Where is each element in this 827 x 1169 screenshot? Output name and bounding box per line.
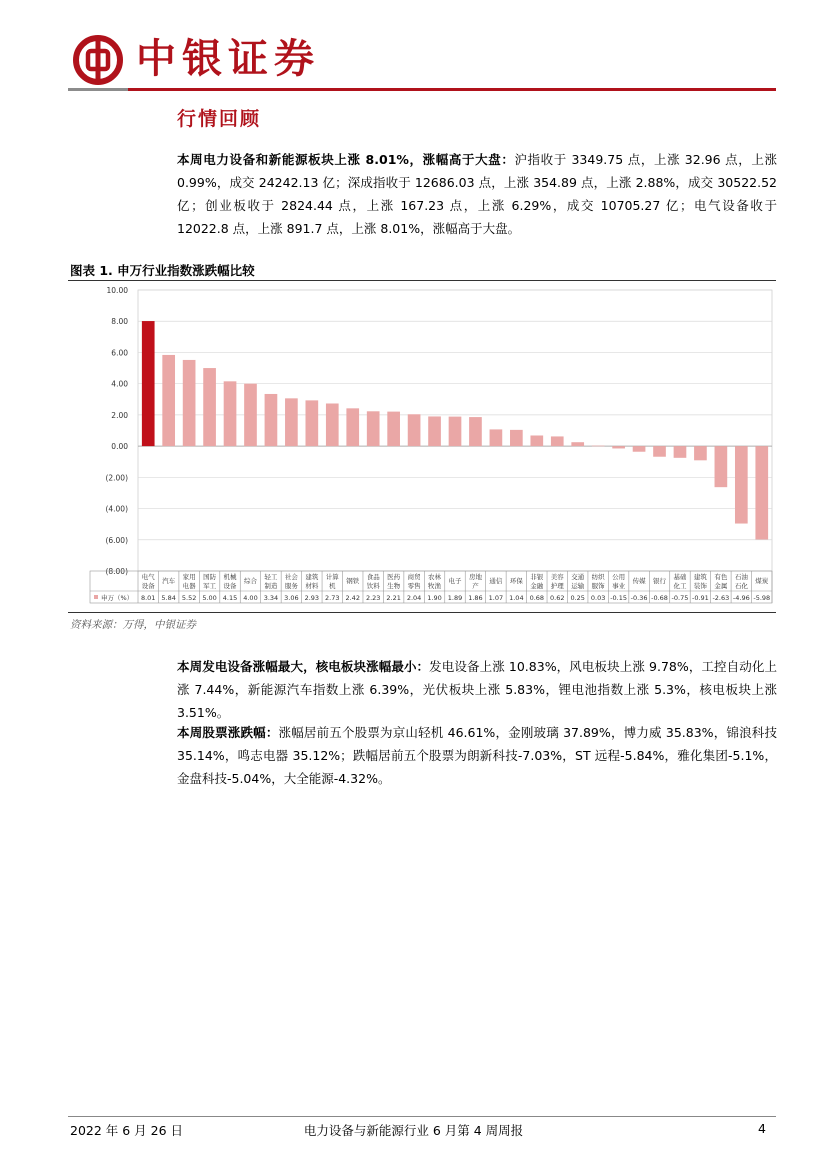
- y-tick-label: (4.00): [105, 504, 128, 514]
- brand-name: 中银证券: [136, 36, 320, 82]
- bar-纺织服饰: [592, 446, 605, 447]
- x-tick-label: 传媒: [632, 577, 646, 585]
- legend-swatch: [94, 595, 98, 599]
- y-tick-label: 0.00: [111, 442, 128, 452]
- bar-石油石化: [735, 446, 748, 523]
- value-label: 2.42: [345, 594, 360, 602]
- footer-page-number: 4: [758, 1121, 766, 1136]
- x-tick-label: 通信: [489, 577, 503, 585]
- bar-商贸零售: [408, 414, 421, 446]
- x-tick-label: 公用事业: [612, 573, 626, 590]
- value-label: 8.01: [140, 594, 156, 602]
- value-label: -0.36: [630, 594, 648, 602]
- figure-title: 图表 1. 申万行业指数涨跌幅比较: [70, 263, 255, 278]
- value-label: -2.63: [712, 594, 730, 602]
- bar-食品饮料: [367, 411, 380, 446]
- value-label: 5.84: [161, 594, 176, 602]
- value-label: -4.96: [732, 594, 750, 602]
- x-tick-label: 石油石化: [734, 573, 748, 590]
- x-tick-label: 机械设备: [223, 573, 237, 590]
- y-tick-label: 10.00: [106, 286, 128, 295]
- x-tick-label: 非银金融: [530, 573, 544, 590]
- x-tick-label: 房地产: [468, 573, 482, 590]
- bar-社会服务: [285, 398, 298, 446]
- x-tick-label: 纺织服饰: [591, 573, 605, 590]
- value-label: -0.15: [610, 594, 628, 602]
- value-label: 5.52: [181, 594, 197, 602]
- x-tick-label: 有色金属: [714, 573, 728, 590]
- x-tick-label: 计算机: [325, 573, 339, 590]
- value-label: 2.04: [406, 594, 422, 602]
- x-tick-label: 环保: [509, 577, 523, 585]
- bar-交通运输: [571, 442, 584, 446]
- value-label: 2.73: [325, 594, 340, 602]
- x-tick-label: 电气设备: [141, 573, 155, 590]
- bar-非银金融: [530, 435, 543, 446]
- x-tick-label: 农林牧渔: [428, 573, 442, 590]
- bar-农林牧渔: [428, 416, 441, 446]
- x-tick-label: 轻工制造: [264, 573, 278, 590]
- x-tick-label: 交通运输: [571, 573, 585, 590]
- paragraph-body: 涨幅居前五个股票为京山轻机 46.61%，金刚玻璃 37.89%，博力威 35.83%，锦浪科技 35.14%，鸣志电器 35.12%；跌幅居前五个股票为朗新科技-7.03%，ST 远程-5.84%，雅化集团-5.1%，金盘科技-5.04%，大全能源-4.32%。: [177, 725, 777, 786]
- x-tick-label: 电子: [448, 577, 462, 585]
- x-tick-label: 家用电器: [182, 573, 196, 590]
- x-tick-label: 国防军工: [203, 573, 217, 590]
- value-label: 2.93: [304, 594, 320, 602]
- figure-bottom-rule: [68, 612, 776, 613]
- y-tick-label: 6.00: [111, 348, 128, 358]
- bank-of-china-logo-icon: [72, 34, 124, 86]
- value-label: 1.90: [427, 594, 442, 602]
- bar-环保: [510, 430, 523, 446]
- y-tick-label: (8.00): [105, 567, 128, 576]
- value-label: 0.25: [570, 594, 585, 602]
- value-label: 1.07: [488, 594, 504, 602]
- footer-rule: [68, 1116, 776, 1117]
- paragraph-market-review: [177, 148, 777, 240]
- paragraph-lead: 本周电力设备和新能源板块上涨 8.01%，涨幅高于大盘：: [177, 152, 515, 167]
- bar-家用电器: [183, 360, 196, 446]
- x-tick-label: 基础化工: [673, 573, 687, 590]
- bar-国防军工: [203, 368, 216, 446]
- value-label: 4.00: [243, 594, 258, 602]
- header-rule-red: [128, 88, 776, 91]
- paragraph-body: 发电设备上涨 10.83%，风电板块上涨 9.78%，工控自动化上涨 7.44%，新能源汽车指数上涨 6.39%，光伏板块上涨 5.83%，锂电池指数上涨 5.3%，核电板块上涨 3.51%。: [177, 659, 777, 720]
- bar-房地产: [469, 417, 482, 446]
- section-title: 行情回顾: [177, 108, 262, 130]
- bar-建筑装饰: [694, 446, 707, 460]
- paragraph-lead: 本周股票涨跌幅：: [177, 725, 279, 740]
- legend-label: 申万（%）: [101, 594, 134, 602]
- x-tick-label: 建筑装饰: [693, 573, 707, 590]
- footer-report-name: 电力设备与新能源行业 6 月第 4 周周报: [303, 1123, 524, 1138]
- x-tick-label: 汽车: [162, 577, 176, 585]
- x-tick-label: 钢铁: [346, 577, 360, 585]
- bar-基础化工: [674, 446, 687, 458]
- industry-return-bar-chart: [70, 281, 776, 611]
- value-label: 2.23: [365, 594, 381, 602]
- bar-钢铁: [346, 408, 359, 446]
- value-label: 3.34: [263, 594, 279, 602]
- bar-银行: [653, 446, 666, 457]
- value-label: 0.68: [529, 594, 545, 602]
- bar-计算机: [326, 403, 339, 446]
- value-label: 4.15: [222, 594, 238, 602]
- bar-电子: [449, 417, 462, 447]
- value-label: 1.86: [468, 594, 483, 602]
- x-tick-label: 食品饮料: [366, 573, 380, 590]
- value-label: -5.98: [753, 594, 771, 602]
- value-label: 5.00: [202, 594, 217, 602]
- bar-医药生物: [387, 412, 400, 447]
- bar-通信: [490, 429, 503, 446]
- bar-美容护理: [551, 436, 564, 446]
- bar-公用事业: [612, 446, 625, 448]
- bar-轻工制造: [265, 394, 278, 446]
- paragraph-stock-performance: [177, 721, 777, 790]
- value-label: 1.89: [447, 594, 463, 602]
- paragraph-body: 沪指收于 3349.75 点，上涨 32.96 点，上涨 0.99%，成交 24242.13 亿；深成指收于 12686.03 点，上涨 354.89 点，上涨 2.88%，成交 30522.52 亿；创业板收于 2824.44 点，上涨 167.23 点，上涨 6.29%，成交 10705.27 亿；电气设备收于 12022.8 点，上涨 891.7 点，上涨 8.01%，涨幅高于大盘。: [177, 152, 778, 236]
- value-label: 3.06: [284, 594, 299, 602]
- x-tick-label: 煤炭: [755, 577, 769, 585]
- bar-有色金属: [715, 446, 728, 487]
- x-tick-label: 建筑材料: [305, 573, 319, 590]
- value-label: -0.68: [651, 594, 668, 602]
- y-tick-label: (6.00): [105, 535, 128, 545]
- bar-传媒: [633, 446, 646, 452]
- paragraph-sector-performance: [177, 655, 777, 724]
- bar-综合: [244, 384, 257, 446]
- value-label: 0.62: [550, 594, 565, 602]
- x-tick-label: 社会服务: [284, 573, 298, 590]
- value-label: 2.21: [386, 594, 401, 602]
- y-tick-label: 2.00: [111, 410, 128, 420]
- value-label: -0.91: [692, 594, 709, 602]
- x-tick-label: 银行: [653, 577, 667, 585]
- x-tick-label: 综合: [243, 577, 257, 585]
- x-tick-label: 商贸零售: [407, 573, 421, 590]
- footer-date: 2022 年 6 月 26 日: [70, 1123, 184, 1138]
- bar-电气设备: [142, 321, 155, 446]
- bar-机械设备: [224, 381, 237, 446]
- bar-煤炭: [755, 446, 768, 539]
- y-tick-label: 4.00: [111, 379, 128, 389]
- y-tick-label: 8.00: [111, 317, 128, 327]
- paragraph-lead: 本周发电设备涨幅最大，核电板块涨幅最小：: [177, 659, 430, 674]
- value-label: -0.75: [671, 594, 689, 602]
- x-tick-label: 美容护理: [550, 573, 564, 590]
- value-label: 1.04: [509, 594, 524, 602]
- bar-建筑材料: [305, 400, 318, 446]
- header-rule-grey: [68, 88, 128, 91]
- y-tick-label: (2.00): [105, 473, 128, 483]
- figure-source: 资料来源：万得，中银证券: [70, 619, 196, 631]
- x-tick-label: 医药生物: [387, 573, 401, 590]
- value-label: 0.03: [590, 594, 606, 602]
- bar-汽车: [162, 355, 175, 446]
